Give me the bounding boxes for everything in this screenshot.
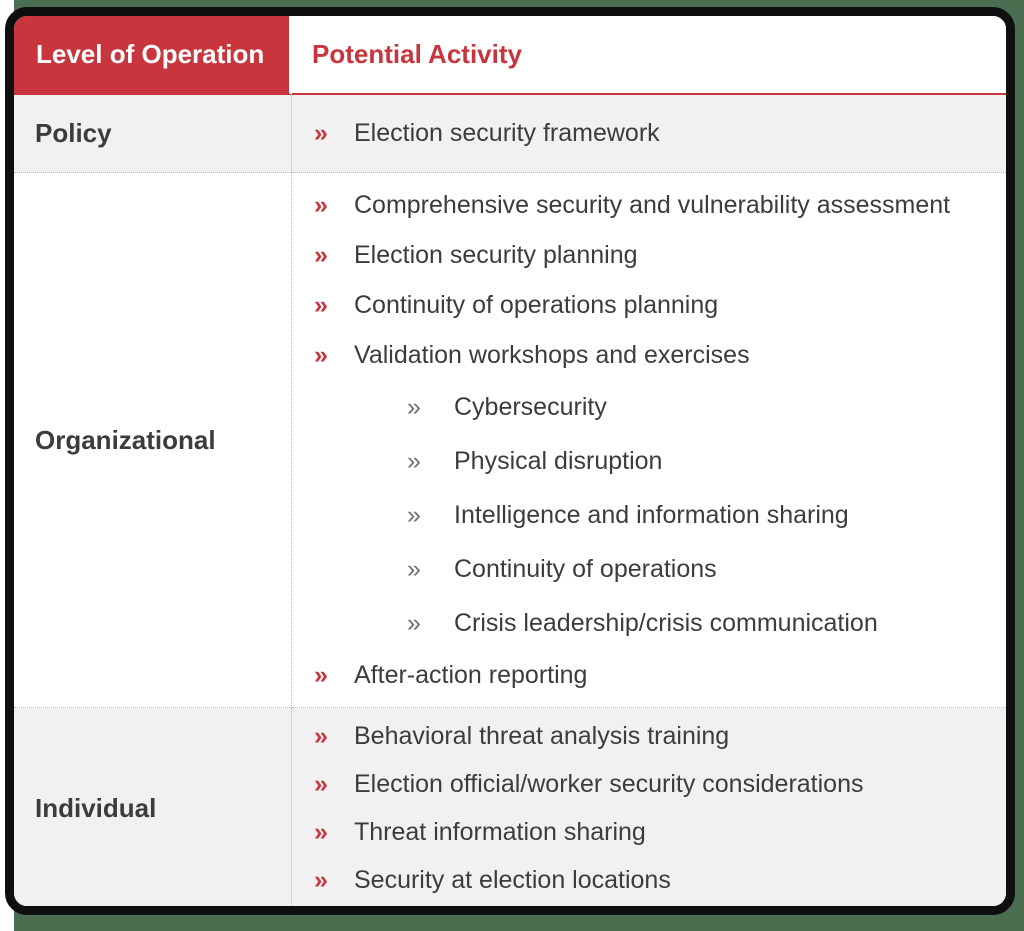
chevron-bullet-icon: »	[314, 290, 328, 319]
sub-activity-item	[292, 434, 996, 488]
activity-item-text: Election security framework	[354, 119, 660, 147]
chevron-bullet-icon: »	[314, 240, 328, 269]
activity-item-text: Behavioral threat analysis training	[354, 721, 730, 750]
activity-item	[292, 180, 996, 230]
level-label: Policy	[35, 118, 112, 148]
activity-item-text: Election official/worker security considerations	[354, 769, 864, 798]
activity-item-text: Validation workshops and exercises	[354, 340, 750, 369]
level-cell-policy	[14, 95, 292, 173]
activity-item	[292, 280, 996, 330]
sub-activity-item	[292, 596, 996, 650]
activity-item-text: Continuity of operations	[454, 554, 717, 583]
table-grid	[14, 16, 1006, 906]
level-cell-organizational	[14, 173, 292, 708]
activity-cell-organizational	[292, 173, 1006, 708]
chevron-bullet-icon: »	[314, 340, 328, 369]
sub-chevron-bullet-icon: »	[407, 554, 421, 583]
activity-list	[292, 180, 996, 700]
chevron-bullet-icon: »	[314, 119, 328, 147]
level-label: Individual	[35, 792, 157, 823]
activity-item-text: Cybersecurity	[454, 392, 607, 421]
activity-cell-individual	[292, 708, 1006, 908]
sub-chevron-bullet-icon: »	[407, 446, 421, 475]
activity-item	[292, 650, 996, 700]
chevron-bullet-icon: »	[314, 865, 328, 894]
activity-item	[292, 230, 996, 280]
activity-item-text: Threat information sharing	[354, 817, 646, 846]
header-activity-label: Potential Activity	[312, 39, 522, 69]
activity-list	[292, 712, 996, 904]
activity-item-text: Crisis leadership/crisis communication	[454, 608, 878, 637]
activity-item-text: Physical disruption	[454, 446, 663, 475]
activity-cell-policy	[292, 95, 1006, 173]
header-potential-activity	[292, 16, 1006, 95]
activity-item	[292, 330, 996, 380]
activity-item-text: Intelligence and information sharing	[454, 500, 849, 529]
activity-list	[292, 109, 996, 159]
level-cell-individual	[14, 708, 292, 908]
chevron-bullet-icon: »	[314, 190, 328, 219]
sub-activity-item	[292, 542, 996, 596]
activity-item	[292, 808, 996, 856]
activity-item-text: Election security planning	[354, 240, 638, 269]
activity-item-text: Security at election locations	[354, 865, 671, 894]
activity-item-text: Comprehensive security and vulnerability assessment	[354, 190, 951, 219]
levels-of-operation-table	[5, 7, 1015, 915]
activity-item	[292, 856, 996, 904]
activity-item	[292, 109, 996, 159]
activity-item	[292, 760, 996, 808]
activity-item-text: Continuity of operations planning	[354, 290, 719, 319]
header-level-label: Level of Operation	[36, 39, 265, 69]
sub-activity-item	[292, 488, 996, 542]
sub-activity-item	[292, 380, 996, 434]
activity-item-text: After-action reporting	[354, 660, 588, 689]
chevron-bullet-icon: »	[314, 721, 328, 750]
sub-chevron-bullet-icon: »	[407, 500, 421, 529]
chevron-bullet-icon: »	[314, 817, 328, 846]
sub-chevron-bullet-icon: »	[407, 392, 421, 421]
chevron-bullet-icon: »	[314, 660, 328, 689]
level-label: Organizational	[35, 424, 216, 455]
header-level-of-operation	[14, 16, 292, 95]
activity-item	[292, 712, 996, 760]
chevron-bullet-icon: »	[314, 769, 328, 798]
sub-chevron-bullet-icon: »	[407, 608, 421, 637]
